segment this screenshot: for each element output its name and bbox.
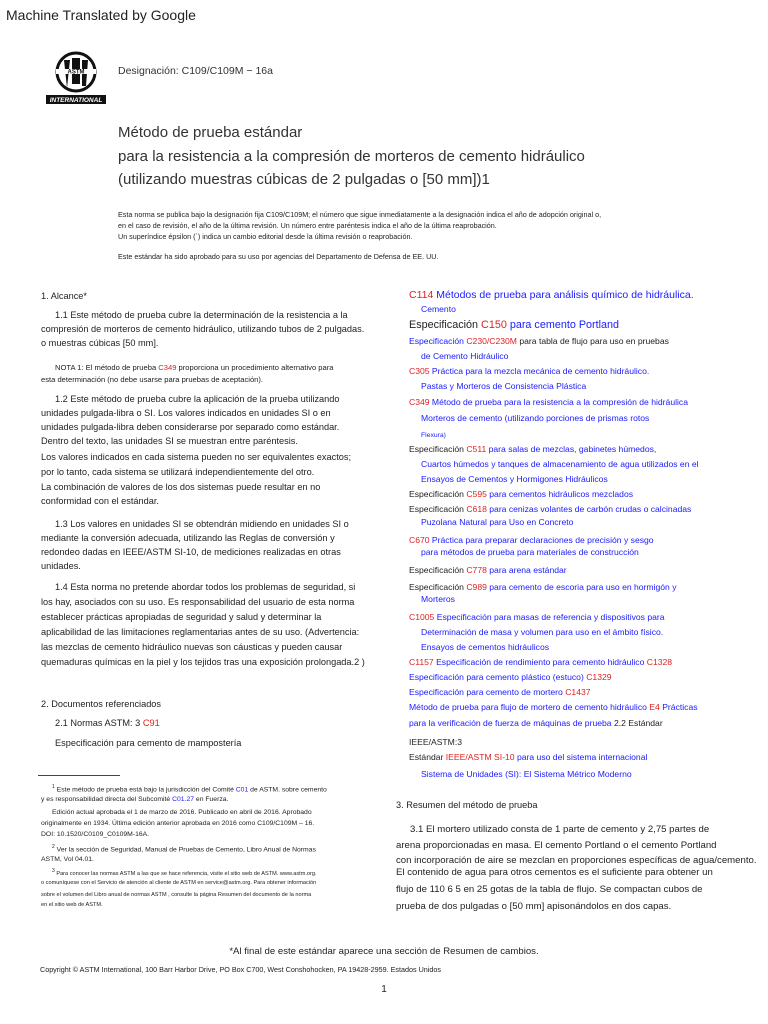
- ref-link-c511[interactable]: C511: [466, 444, 487, 454]
- para-1-1-line: 1.1 Este método de prueba cubre la determinación de la resistencia a la: [55, 310, 348, 320]
- para-1-3-line: mediante la conversión adecuada, utilizando las Reglas de conversión y: [41, 533, 335, 543]
- ref-link-c1005[interactable]: C1005: [409, 612, 435, 622]
- ref-entry-c595: [409, 489, 633, 499]
- para-1-1-line: compresión de morteros de cemento hidráulico, utilizando tubos de 2 pulgadas.: [41, 324, 365, 334]
- para-1-3-line: unidades.: [41, 561, 81, 571]
- ref-title-c1005-cont[interactable]: Determinación de masa y volumen para uso en el ámbito físico.: [421, 627, 664, 637]
- note-1: [55, 363, 333, 372]
- para-3-1-line: con incorporación de aire se mezclan en proporciones específicas de agua/cemento.: [396, 855, 757, 866]
- ref-title-c670[interactable]: Práctica para preparar declaraciones de precisión y sesgo: [429, 535, 654, 545]
- para-1-4-line: aplicabilidad de las limitaciones reglamentarias antes de su uso. (Advertencia:: [41, 627, 360, 637]
- ref-title-c1437[interactable]: Especificación para cemento de mortero: [409, 687, 566, 697]
- ref-title-c595[interactable]: para cementos hidráulicos mezclados: [486, 489, 634, 499]
- ref-title-c618-cont[interactable]: Puzolana Natural para Uso en Concreto: [421, 517, 574, 527]
- ref-link-c91-spec[interactable]: Especificación para cemento de mampostería: [55, 738, 242, 748]
- ref-title-c989-cont[interactable]: Morteros: [421, 594, 455, 604]
- logo-sub: INTERNATIONAL: [49, 97, 103, 104]
- ref-entry-c150: [409, 319, 619, 331]
- ref-title-c1329[interactable]: Especificación para cemento plástico (estuco): [409, 672, 587, 682]
- para-1-2-line: unidades pulgada-libra o SI. Los valores indicados en unidades SI o en: [41, 408, 331, 418]
- footnote-divider: [38, 775, 120, 776]
- ref-entry-c1005: [409, 612, 665, 622]
- ref-link-c01[interactable]: C01: [235, 786, 249, 794]
- ref-link-c1329[interactable]: C1329: [586, 672, 612, 682]
- ref-prefix: Especificación: [409, 565, 467, 575]
- section-3-heading: 3. Resumen del método de prueba: [396, 800, 538, 810]
- note-1-text: NOTA 1: El método de prueba: [55, 363, 159, 372]
- para-1-4-line: establecer prácticas apropiadas de seguridad y salud y determinar la: [41, 612, 322, 622]
- ref-link-c349[interactable]: C349: [158, 363, 177, 372]
- section-2-heading: 2. Documentos referenciados: [41, 699, 162, 709]
- para-1-3-line: 1.3 Los valores en unidades SI se obtendrán midiendo en unidades SI o: [55, 519, 349, 529]
- ref-link-c670[interactable]: C670: [409, 535, 430, 545]
- footnote-3-text: Para conocer las normas ASTM a las que se hace referencia, visite el sitio web de ASTM. www.astm.org.: [56, 870, 317, 877]
- ref-link-c1437[interactable]: C1437: [565, 687, 591, 697]
- para-1-4-line: las mezclas de cemento hidráulico nuevas son cáusticas y pueden causar: [41, 642, 343, 652]
- ref-link-c150[interactable]: C150: [481, 319, 507, 331]
- notice-line-1: Esta norma se publica bajo la designación fija C109/C109M; el número que sigue inmediatamente a la designación indica el año de adopción original o,: [118, 210, 602, 219]
- para-3-1-line: El contenido de agua para otros cementos es el suficiente para obtener un: [396, 867, 713, 878]
- astm-logo-icon: [42, 48, 110, 106]
- para-3-1-line: prueba de dos pulgadas o [50 mm] apisonándolos en dos capas.: [396, 901, 672, 912]
- para-1-4-line: los hay, asociados con su uso. Es responsabilidad del usuario de esta norma: [41, 597, 355, 607]
- note-1-text: proporciona un procedimiento alternativo para: [176, 363, 334, 372]
- footnote-1-text: Este método de prueba está bajo la jurisdicción del Comité: [56, 786, 236, 794]
- title-line-2: para la resistencia a la compresión de morteros de cemento hidráulico: [118, 148, 585, 165]
- ref-link-si10[interactable]: IEEE/ASTM SI-10: [445, 752, 515, 762]
- para-1-1-line: o muestras cúbicas [50 mm].: [41, 338, 159, 348]
- para-3-1-line: flujo de 110 6 5 en 25 gotas de la tabla de flujo. Se compactan cubos de: [396, 884, 703, 895]
- ref-title-c618[interactable]: para cenizas volantes de carbón crudas o calcinadas: [486, 504, 692, 514]
- ref-entry-c511: [409, 444, 656, 454]
- footnote-3: $^3$ Para conocer las normas ASTM a las que se hace referencia, visite el sitio web de ASTM. www.astm.org.: [52, 868, 317, 877]
- designation: Designación: C109/C109M − 16a: [118, 65, 273, 77]
- ref-title-c114-cont[interactable]: Cemento: [421, 304, 456, 314]
- para-1-3-line: redondeo dadas en IEEE/ASTM SI-10, de mediciones realizadas en otras: [41, 547, 341, 557]
- ref-link-c778[interactable]: C778: [466, 565, 487, 575]
- footnote-1: $^1$ Este método de prueba está bajo la jurisdicción del Comité C01 de ASTM. sobre cemento: [52, 784, 327, 794]
- ref-title-c349-cont2[interactable]: Flexura): [421, 432, 446, 439]
- ref-link-c01-27[interactable]: C01.27: [172, 796, 195, 803]
- ref-title-c230-cont[interactable]: de Cemento Hidráulico: [421, 351, 509, 361]
- machine-translated-label: Machine Translated by Google: [6, 7, 196, 23]
- footnote-1-line-2: [41, 796, 228, 803]
- ref-link-c989[interactable]: C989: [466, 582, 487, 592]
- ref-title-e4[interactable]: Prácticas: [659, 702, 698, 712]
- ref-link-c618[interactable]: C618: [466, 504, 487, 514]
- ref-title-flow[interactable]: Método de prueba para flujo de mortero de cemento hidráulico: [409, 702, 650, 712]
- ref-title-c511-cont[interactable]: Cuartos húmedos y tanques de almacenamiento de agua utilizados en el: [421, 459, 699, 469]
- logo-letters: ASTM: [67, 69, 85, 76]
- ref-entry-e4-cont: [409, 718, 663, 728]
- ref-title-c1005-cont2[interactable]: Ensayos de cementos hidráulicos: [421, 642, 550, 652]
- section-2-2-label: 2.2 Estándar: [611, 718, 663, 728]
- ref-link-c595[interactable]: C595: [466, 489, 487, 499]
- ref-link-c114[interactable]: C114: [409, 289, 434, 301]
- ref-title-c349[interactable]: Método de prueba para la resistencia a la compresión de hidráulica: [429, 397, 688, 407]
- notice-line-3: Un superíndice épsilon (´) indica un cambio editorial desde la última revisión o reaprobación.: [118, 232, 413, 241]
- ref-prefix: Especificación: [409, 444, 467, 454]
- ref-title-c114[interactable]: Métodos de prueba para análisis químico de hidráulica.: [433, 289, 694, 301]
- para-1-2-line: conformidad con el estándar.: [41, 496, 159, 506]
- footnote-3-line: o comuníquese con el Servicio de atención al cliente de ASTM en service@astm.org. Para obtener información: [41, 880, 317, 886]
- para-3-1-line: 3.1 El mortero utilizado consta de 1 parte de cemento y 2,75 partes de: [410, 824, 710, 835]
- ref-link-c230[interactable]: C230/C230M: [466, 336, 517, 346]
- ref-link-e4[interactable]: E4: [649, 702, 660, 712]
- ref-link-c305[interactable]: C305: [409, 366, 430, 376]
- ref-link-c1328[interactable]: C1328: [646, 657, 673, 667]
- para-2-1-text: 2.1 Normas ASTM: 3: [55, 718, 143, 728]
- ref-prefix: Especificación: [409, 504, 467, 514]
- ref-entry-c1329: [409, 672, 612, 682]
- ref-entry-c670: [409, 535, 654, 545]
- ref-entry-c114: [409, 289, 694, 301]
- copyright: Copyright © ASTM International, 100 Barr Harbor Drive, PO Box C700, West Conshohocken, PA 19428-2959. Estados Unidos: [40, 965, 441, 974]
- ref-entry-c989: [409, 582, 677, 592]
- ref-entry-c778: [409, 565, 567, 575]
- footnote-2-text: Ver la sección de Seguridad, Manual de Pruebas de Cemento, Libro Anual de Normas: [56, 846, 316, 854]
- ref-entry-c305: [409, 366, 649, 376]
- ref-prefix[interactable]: Especificación: [409, 336, 467, 346]
- ref-prefix: Especificación: [409, 319, 482, 331]
- footnote-1-line: DOI: 10.1520/C0109_C0109M-16A.: [41, 831, 150, 838]
- ref-title-si10-cont[interactable]: Sistema de Unidades (SI): El Sistema Métrico Moderno: [421, 769, 632, 779]
- footnote-1-line: Edición actual aprobada el 1 de marzo de 2016. Publicado en abril de 2016. Aprobado: [52, 809, 312, 816]
- title-line-3: (utilizando muestras cúbicas de 2 pulgadas o [50 mm])1: [118, 171, 490, 188]
- ref-title-c349-cont[interactable]: Morteros de cemento (utilizando porciones de prismas rotos: [421, 413, 650, 423]
- para-1-2-line: unidades pulgada-libra deben considerarse por separado como estándar.: [41, 422, 340, 432]
- para-1-2-line: Dentro del texto, las unidades SI se muestran entre paréntesis.: [41, 436, 298, 446]
- footnote-3-line: sobre el volumen del Libro anual de normas ASTM , consulte la página Resumen del documento de la norma: [41, 892, 312, 898]
- footnote-1-text: en Fuerza.: [194, 796, 229, 803]
- ref-title-c305-cont[interactable]: Pastas y Morteros de Consistencia Plástica: [421, 381, 587, 391]
- ref-title-c511[interactable]: para salas de mezclas, gabinetes húmedos,: [486, 444, 657, 454]
- ref-title-c150[interactable]: para cemento Portland: [506, 319, 620, 331]
- ref-entry-e4: [409, 702, 698, 712]
- ref-link-c91[interactable]: C91: [142, 718, 160, 728]
- ref-prefix: Especificación: [409, 489, 467, 499]
- ref-title-c305[interactable]: Práctica para la mezcla mecánica de cemento hidráulico.: [429, 366, 650, 376]
- para-1-2-line: Los valores indicados en cada sistema pueden no ser equivalentes exactos;: [41, 452, 352, 462]
- title-line-1: Método de prueba estándar: [118, 124, 303, 141]
- ref-title-c1005[interactable]: Especificación para masas de referencia y dispositivos para: [434, 612, 665, 622]
- approval-note: Este estándar ha sido aprobado para su uso por agencias del Departamento de Defensa de EE. UU.: [118, 252, 439, 261]
- ref-title-c1157[interactable]: Especificación de rendimiento para cemento hidráulico: [433, 657, 647, 667]
- para-2-1: [55, 718, 160, 728]
- astm-logo: [42, 48, 110, 106]
- footnote-2-line: ASTM, Vol 04.01.: [41, 856, 94, 863]
- ref-entry-c349: [409, 397, 688, 407]
- para-1-2-line: La combinación de valores de los dos sistemas puede resultar en no: [41, 482, 321, 492]
- page-number: 1: [381, 984, 387, 995]
- ref-entry-si10: [409, 752, 647, 762]
- ref-title-c511-cont2[interactable]: Ensayos de Cementos y Hormigones Hidráulicos: [421, 474, 608, 484]
- summary-of-changes-note: *Al final de este estándar aparece una sección de Resumen de cambios.: [229, 946, 539, 957]
- notice-line-2: en el caso de revisión, el año de la última revisión. Un número entre paréntesis indica el año de la última reaprobación.: [118, 221, 497, 230]
- ref-title-c230: para tabla de flujo para uso en pruebas: [516, 336, 669, 346]
- footnote-1-text: y es responsabilidad directa del Subcomité: [41, 796, 173, 803]
- ieee-astm-label: IEEE/ASTM:3: [409, 737, 463, 747]
- footnote-1-text: de ASTM. sobre cemento: [248, 786, 327, 794]
- ref-entry-c1157: [409, 657, 672, 667]
- ref-title-si10[interactable]: para uso del sistema internacional: [514, 752, 648, 762]
- ref-title-e4-cont[interactable]: para la verificación de fuerza de máquinas de prueba: [409, 718, 612, 728]
- ref-entry-c618: [409, 504, 691, 514]
- ref-prefix: Especificación: [409, 582, 467, 592]
- para-3-1-line: arena proporcionadas en masa. El cemento Portland o el cemento Portland: [396, 840, 717, 851]
- footnote-3-line: en el sitio web de ASTM.: [41, 902, 103, 908]
- ref-entry-c230: [409, 336, 669, 346]
- ref-link-c1157[interactable]: C1157: [409, 657, 434, 667]
- ref-link-c349-list[interactable]: C349: [409, 397, 430, 407]
- ref-title-c778[interactable]: para arena estándar: [486, 565, 567, 575]
- para-1-4-line: quemaduras químicas en la piel y los tejidos tras una exposición prolongada.2 ): [41, 657, 365, 667]
- footnote-2: $^2$ Ver la sección de Seguridad, Manual de Pruebas de Cemento, Libro Anual de Normas: [52, 844, 316, 854]
- para-1-2-line: 1.2 Este método de prueba cubre la aplicación de la prueba utilizando: [55, 394, 340, 404]
- ref-title-c670-cont[interactable]: para métodos de prueba para materiales de construcción: [421, 547, 639, 557]
- para-1-2-line: por lo tanto, cada sistema se utilizará independientemente del otro.: [41, 467, 315, 477]
- ref-prefix: Estándar: [409, 752, 446, 762]
- ref-title-c989[interactable]: para cemento de escoria para uso en hormigón y: [486, 582, 677, 592]
- note-1-line-2: esta determinación (no debe usarse para pruebas de aceptación).: [41, 375, 264, 384]
- section-1-heading: 1. Alcance*: [41, 291, 87, 301]
- ref-entry-c1437: [409, 687, 591, 697]
- footnote-1-line: originalmente en 1934. Última edición anterior aprobada en 2016 como C109/C109M – 16.: [41, 820, 315, 827]
- para-1-4-line: 1.4 Esta norma no pretende abordar todos los problemas de seguridad, si: [55, 582, 356, 592]
